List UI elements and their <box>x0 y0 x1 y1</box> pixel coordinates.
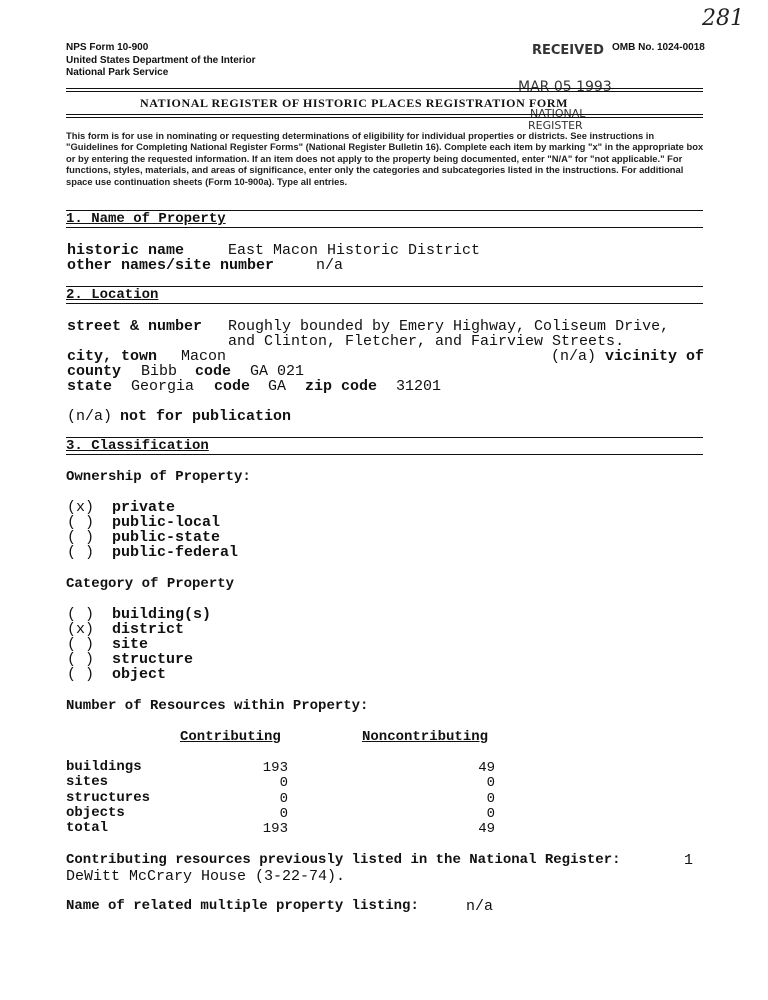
resource-contributing: 0 <box>279 791 288 807</box>
form-title: NATIONAL REGISTER OF HISTORIC PLACES REGISTRATION FORM <box>140 96 569 110</box>
form-number: NPS Form 10-900 <box>66 42 149 53</box>
ownership-mark: ( ) <box>67 514 95 531</box>
received-stamp: RECEIVED <box>532 43 604 58</box>
ownership-mark: ( ) <box>67 529 95 546</box>
section2-rule-top <box>66 286 703 287</box>
resource-row-label: total <box>66 820 109 836</box>
top-rule <box>66 88 703 92</box>
ownership-public-state: public-state <box>112 529 221 546</box>
category-mark: ( ) <box>67 666 95 683</box>
ownership-mark: ( ) <box>67 544 95 561</box>
stamp-date: MAR 05 1993 <box>518 79 612 95</box>
other-names-label: other names/site number <box>67 257 275 274</box>
category-site: site <box>112 636 149 653</box>
street-label: street & number <box>67 318 203 335</box>
instructions-text: This form is for use in nominating or requesting determinations of eligibility for individual properties or districts. See instructions in "Guidelines for Completing National Register Forms" (National Register Bulletin 16). Complete each item by marking "x" in the appropriate box or by entering the requested information. If an item does not apply to the property being documented, enter "N/A" for "not applicable." For functions, styles, materials, and areas of significance, enter only the categories and subcategories listed in the instructions. For additional space use continuation sheets (Form 10-900a). Type all entries. <box>66 130 704 187</box>
department-name: United States Department of the Interior <box>66 55 256 66</box>
previously-listed-count: 1 <box>684 852 694 869</box>
resource-contributing: 193 <box>262 760 288 776</box>
ownership-private: private <box>112 499 176 516</box>
state-label: state <box>67 378 113 395</box>
resource-row-label: objects <box>66 805 125 821</box>
resource-contributing: 193 <box>262 821 288 837</box>
omb-number: OMB No. 1024-0018 <box>612 42 705 53</box>
state-code-value: GA <box>268 378 287 395</box>
category-structure: structure <box>112 651 194 668</box>
service-name: National Park Service <box>66 67 169 78</box>
resource-noncontributing: 0 <box>486 791 495 807</box>
resource-contributing: 0 <box>279 806 288 822</box>
page-number: 281 <box>702 6 744 31</box>
category-buildings: building(s) <box>112 606 212 623</box>
section2-heading: 2. Location <box>66 287 159 303</box>
county-code-label: code <box>195 363 232 380</box>
section1-heading: 1. Name of Property <box>66 211 226 227</box>
county-code-value: GA 021 <box>250 363 305 380</box>
category-district: district <box>112 621 185 638</box>
ownership-public-local: public-local <box>112 514 221 531</box>
resource-noncontributing: 49 <box>478 760 495 776</box>
resource-contributing: 0 <box>279 775 288 791</box>
section3-rule-bottom <box>66 454 703 455</box>
ownership-public-federal: public-federal <box>112 544 239 561</box>
category-mark: ( ) <box>67 636 95 653</box>
category-mark: ( ) <box>67 606 95 623</box>
stamp-line-national: NATIONAL <box>530 107 586 120</box>
state-value: Georgia <box>131 378 195 395</box>
publication-label: not for publication <box>120 408 292 425</box>
resources-heading: Number of Resources within Property: <box>66 698 369 714</box>
city-value: Macon <box>181 348 227 365</box>
multiple-property-value: n/a <box>466 898 494 915</box>
section1-rule-bottom <box>66 227 703 228</box>
zip-value: 31201 <box>396 378 442 395</box>
zip-label: zip code <box>305 378 378 395</box>
resource-noncontributing: 0 <box>486 775 495 791</box>
other-names-value: n/a <box>316 257 344 274</box>
previously-listed-detail: DeWitt McCrary House (3-22-74). <box>66 868 346 885</box>
county-label: county <box>67 363 122 380</box>
vicinity-mark: (n/a) <box>551 348 597 365</box>
noncontributing-column-header: Noncontributing <box>362 729 489 745</box>
previously-listed-label: Contributing resources previously listed in the National Register: <box>66 852 621 868</box>
publication-mark: (n/a) <box>67 408 113 425</box>
city-label: city, town <box>67 348 158 365</box>
category-heading: Category of Property <box>66 576 235 592</box>
vicinity-label: vicinity of <box>605 348 705 365</box>
category-mark: ( ) <box>67 651 95 668</box>
section2-rule-bottom <box>66 303 703 304</box>
resource-row-label: buildings <box>66 759 142 775</box>
ownership-heading: Ownership of Property: <box>66 469 251 485</box>
state-code-label: code <box>214 378 251 395</box>
street-line-1: Roughly bounded by Emery Highway, Coliseum Drive, <box>228 318 670 335</box>
street-line-2: and Clinton, Fletcher, and Fairview Streets. <box>228 333 625 350</box>
historic-name-value: East Macon Historic District <box>228 242 481 259</box>
county-value: Bibb <box>141 363 178 380</box>
category-mark: (x) <box>67 621 95 638</box>
section3-heading: 3. Classification <box>66 438 209 454</box>
resource-noncontributing: 0 <box>486 806 495 822</box>
title-rule <box>66 114 703 118</box>
resource-row-label: sites <box>66 774 109 790</box>
resource-noncontributing: 49 <box>478 821 495 837</box>
category-object: object <box>112 666 167 683</box>
historic-name-label: historic name <box>67 242 185 259</box>
multiple-property-label: Name of related multiple property listing: <box>66 898 419 914</box>
contributing-column-header: Contributing <box>180 729 281 745</box>
resource-row-label: structures <box>66 790 151 806</box>
ownership-mark: (x) <box>67 499 95 516</box>
stamp-line-register: REGISTER <box>528 119 583 132</box>
